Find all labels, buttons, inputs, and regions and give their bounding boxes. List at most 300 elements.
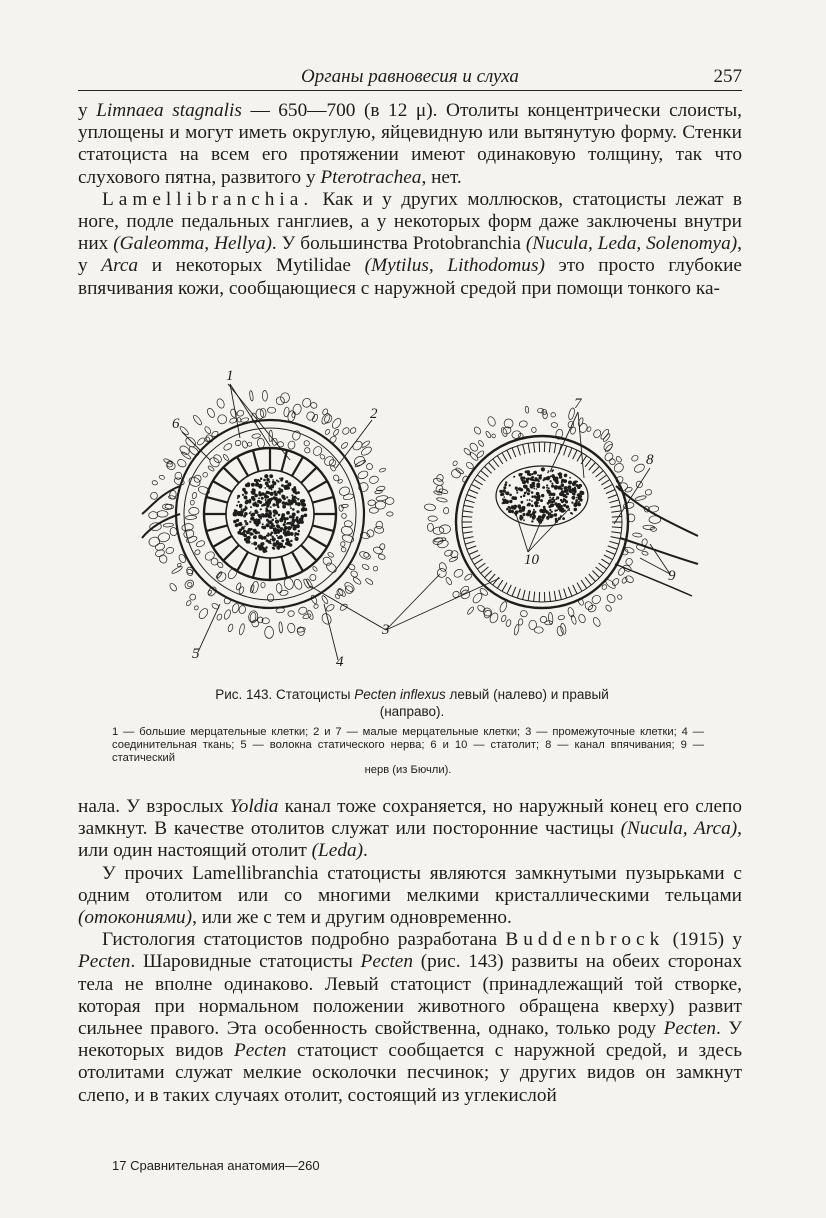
text-run: — 650—700 (в 12 μ). Отолиты концентрически слоисты, уплощены и могут иметь округлую, яйцевидную или вытянутую форму. Стенки статоциста на всем его протяжении имеют одинаковую толщину, так что слухового пятна, развитого у bbox=[78, 100, 742, 188]
ciliated-cell bbox=[325, 561, 338, 574]
statolith-grain bbox=[576, 497, 578, 499]
label-leader-line bbox=[324, 604, 338, 660]
statolith-grain bbox=[537, 474, 539, 476]
connective-tissue-cell bbox=[645, 489, 653, 496]
ciliated-cell bbox=[222, 454, 229, 462]
connective-tissue-cell bbox=[155, 542, 166, 551]
statolith-grain bbox=[280, 527, 283, 530]
ciliated-cell bbox=[234, 439, 241, 446]
statolith-grain bbox=[254, 494, 258, 498]
statolith-grain bbox=[290, 526, 292, 528]
statolith-grain bbox=[245, 506, 247, 508]
small-cilia bbox=[465, 541, 475, 544]
ciliated-cell bbox=[202, 471, 208, 477]
statolith-grain bbox=[253, 535, 257, 539]
large-cilia-cell bbox=[301, 545, 317, 561]
small-cilia bbox=[469, 490, 478, 494]
ciliated-cell bbox=[207, 465, 215, 472]
statolith-grain bbox=[573, 503, 576, 506]
statolith-grain bbox=[246, 536, 248, 538]
figure-legend bbox=[112, 726, 704, 777]
statolith-grain bbox=[533, 509, 535, 511]
statolith-grain bbox=[253, 542, 257, 546]
large-cilia-cell bbox=[292, 552, 303, 571]
statolith-grain bbox=[273, 514, 276, 517]
statolith-grain bbox=[289, 502, 292, 505]
connective-tissue-cell bbox=[513, 624, 519, 635]
statolith-grain bbox=[552, 471, 554, 473]
statolith-grain bbox=[277, 491, 280, 494]
ciliated-cell bbox=[319, 454, 325, 460]
small-cilia bbox=[611, 511, 621, 512]
signature-line: 17 Сравнительная анатомия—260 bbox=[112, 1158, 320, 1173]
paragraph-yoldia bbox=[78, 796, 742, 863]
small-cilia bbox=[465, 500, 475, 503]
statolith-grain bbox=[543, 487, 545, 489]
connective-tissue-cell bbox=[641, 551, 648, 556]
connective-tissue-cell bbox=[432, 477, 444, 487]
figure-label: 1 bbox=[226, 368, 234, 384]
statolith-grain bbox=[252, 533, 254, 535]
small-cilia bbox=[554, 443, 556, 453]
ciliated-cell bbox=[208, 456, 221, 469]
statolith-grain bbox=[285, 480, 288, 483]
statolith-grain bbox=[267, 499, 270, 502]
text-run: (1915) у bbox=[664, 929, 743, 951]
small-cilia bbox=[534, 442, 535, 452]
statolith-grain bbox=[298, 530, 300, 532]
connective-tissue-cell bbox=[311, 414, 318, 423]
text-run: Гистология статоцистов подробно разработана bbox=[102, 929, 506, 951]
small-cilia bbox=[573, 450, 577, 459]
statolith-grain bbox=[540, 499, 543, 502]
connective-tissue-cell bbox=[369, 507, 378, 513]
legend-text: 1 — большие мерцательные клетки; 2 и 7 — малые мерцательные клетки; 3 — промежуточные клетки; 4 — соединительная ткань; 5 — волокна статического нерва; 6 и 10 — статолит; 8 — канал впячивания; 9 — статический bbox=[112, 726, 704, 764]
small-cilia bbox=[481, 567, 489, 573]
connective-tissue-cell bbox=[540, 616, 547, 623]
statolith-grain bbox=[572, 496, 576, 500]
statolith-grain bbox=[278, 514, 281, 517]
statolith-grain bbox=[259, 484, 263, 488]
statolith-grain bbox=[273, 525, 275, 527]
statolith-grain bbox=[536, 492, 540, 496]
statolith-grain bbox=[509, 484, 511, 486]
statolith-grain bbox=[233, 520, 237, 524]
statolith-grain bbox=[300, 517, 304, 521]
small-cilia bbox=[601, 480, 609, 485]
statolith-grain bbox=[554, 513, 558, 517]
text-run: , или один настоящий отолит bbox=[78, 818, 742, 862]
statolith-grain bbox=[273, 497, 275, 499]
statolith-grain bbox=[524, 492, 527, 495]
connective-tissue-cell bbox=[556, 626, 563, 636]
statolith-grain bbox=[286, 485, 289, 488]
text-run: и некоторых Mytilidae bbox=[138, 255, 365, 277]
statolith-grain bbox=[560, 499, 562, 501]
connective-tissue-cell bbox=[204, 426, 212, 435]
statolith-grain bbox=[511, 510, 513, 512]
small-cilia bbox=[512, 448, 516, 457]
connective-tissue-cell bbox=[307, 610, 315, 621]
statolith-grain bbox=[532, 516, 536, 520]
large-cilia-cell bbox=[223, 545, 239, 561]
statolith-grain bbox=[247, 482, 250, 485]
connective-tissue-cell bbox=[188, 445, 201, 457]
connective-tissue-cell bbox=[358, 550, 371, 560]
statolith-grain bbox=[295, 537, 299, 541]
statolith-grain bbox=[265, 499, 267, 501]
statolith-grain bbox=[519, 516, 523, 520]
statolith-grain bbox=[274, 511, 278, 515]
ciliated-cell bbox=[192, 492, 198, 499]
statolith-grain bbox=[256, 483, 258, 485]
statolith-grain bbox=[548, 470, 550, 472]
statolith-grain bbox=[281, 495, 284, 498]
statolith-grain bbox=[564, 510, 566, 512]
connective-tissue-cell bbox=[357, 470, 369, 481]
statolith-grain bbox=[296, 516, 299, 519]
connective-tissue-cell bbox=[216, 413, 228, 425]
ciliated-cell bbox=[252, 433, 261, 439]
ciliated-cell bbox=[195, 540, 205, 548]
statolith-grain bbox=[263, 479, 266, 482]
connective-tissue-cell bbox=[176, 458, 187, 468]
statolith-grain bbox=[556, 496, 559, 499]
genus-names: (Mytilus, Lithodomus) bbox=[364, 255, 545, 277]
genus-name: Yoldia bbox=[229, 796, 279, 817]
connective-tissue-cell bbox=[149, 512, 158, 519]
large-cilia-cell bbox=[313, 525, 334, 531]
statolith-grain bbox=[533, 488, 535, 490]
statolith-grain bbox=[296, 519, 299, 522]
statolith-grain bbox=[527, 492, 530, 495]
statolith-grain bbox=[277, 529, 280, 532]
small-cilia bbox=[601, 559, 609, 564]
connective-tissue-cell bbox=[473, 426, 482, 435]
small-cilia bbox=[589, 574, 596, 582]
connective-tissue-cell bbox=[374, 526, 384, 534]
small-cilia bbox=[559, 590, 562, 600]
statolith-grain bbox=[279, 535, 283, 539]
statolith-grain bbox=[251, 543, 253, 545]
statolith-grain bbox=[261, 492, 264, 495]
ciliated-cell bbox=[247, 442, 252, 447]
statolith-grain bbox=[548, 499, 552, 503]
text-run: (рис. 143) развиты на обеих сторонах тела не вполне одинаково. Левый статоцист (принадлежащий той створке, которая при нормальном положении животного обращена кверху) развит сильнее правого. Эта особенность свойственна, однако, только роду bbox=[78, 951, 742, 1040]
small-cilia bbox=[609, 500, 619, 503]
figure-caption bbox=[112, 686, 712, 720]
connective-tissue-cell bbox=[567, 607, 575, 618]
statolith-grain bbox=[503, 486, 506, 489]
connective-tissue-cell bbox=[428, 516, 438, 522]
small-cilia bbox=[469, 551, 478, 555]
statolith-grain bbox=[551, 485, 554, 488]
statolith-grain bbox=[278, 548, 280, 550]
statolith-grain bbox=[532, 512, 535, 515]
ciliated-cell bbox=[212, 453, 223, 464]
statolith-grain bbox=[536, 488, 538, 490]
statolith-grain bbox=[549, 480, 551, 482]
genus-names: (Galeomma, Hellya) bbox=[113, 233, 272, 255]
statolith-grain bbox=[245, 539, 249, 543]
connective-tissue-cell bbox=[227, 624, 234, 633]
connective-tissue-cell bbox=[332, 428, 339, 436]
connective-tissue-cell bbox=[231, 603, 240, 614]
statolith-grain bbox=[253, 529, 257, 533]
text-run: . У некоторых видов bbox=[78, 1018, 742, 1062]
statolith-grain bbox=[267, 533, 269, 535]
statolith-grain bbox=[569, 477, 571, 479]
statolith-grain bbox=[283, 497, 286, 500]
connective-tissue-cell bbox=[305, 411, 315, 422]
connective-tissue-cell bbox=[376, 521, 383, 529]
small-cilia bbox=[609, 541, 619, 544]
genus-name: Pecten bbox=[233, 1040, 287, 1062]
statolith-grain bbox=[257, 519, 261, 523]
small-cilia bbox=[528, 591, 530, 601]
small-cilia bbox=[577, 453, 582, 462]
ciliated-cell bbox=[235, 582, 241, 590]
connective-tissue-cell bbox=[379, 543, 385, 550]
statolith-grain bbox=[548, 477, 551, 480]
statolith-grain bbox=[250, 528, 252, 530]
statolith-grain bbox=[257, 524, 259, 526]
statolith-grain bbox=[255, 547, 257, 549]
page-number: 257 bbox=[713, 66, 742, 87]
statolith-grain bbox=[245, 522, 248, 525]
statolith-grain bbox=[268, 510, 270, 512]
statolith-grain bbox=[270, 485, 273, 488]
statolith-grain bbox=[527, 499, 529, 501]
statolith-grain bbox=[531, 504, 534, 507]
species-name: Pterotrachea bbox=[320, 166, 422, 188]
statolith-grain bbox=[251, 491, 255, 495]
small-cilia bbox=[474, 559, 482, 564]
large-cilia-cell bbox=[206, 497, 227, 503]
ciliated-cell bbox=[185, 515, 196, 520]
ciliated-cell bbox=[303, 578, 311, 589]
small-cilia bbox=[604, 484, 613, 489]
statolith-grain bbox=[284, 521, 286, 523]
large-cilia-cell bbox=[308, 536, 327, 547]
bottom-text bbox=[78, 796, 742, 1107]
ciliated-cell bbox=[340, 541, 346, 547]
statolith-grain bbox=[541, 494, 544, 497]
statolith-grain bbox=[287, 522, 290, 525]
statolith-grain bbox=[264, 474, 268, 478]
small-cilia bbox=[554, 591, 556, 601]
small-cilia bbox=[462, 527, 472, 528]
connective-tissue-cell bbox=[502, 426, 512, 435]
connective-tissue-cell bbox=[336, 588, 344, 597]
ciliated-cell bbox=[194, 549, 201, 556]
statolith-grain bbox=[530, 484, 532, 486]
small-cilia bbox=[612, 527, 622, 528]
statolith-grain bbox=[277, 506, 279, 508]
text-run: . У большинства Protobranchia bbox=[271, 233, 526, 255]
statolith-grain bbox=[239, 529, 242, 532]
statolith-grain bbox=[556, 481, 559, 484]
connective-tissue-cell bbox=[223, 609, 232, 620]
connective-tissue-cell bbox=[444, 549, 453, 557]
statolith-grain bbox=[249, 512, 251, 514]
large-cilia-cell bbox=[213, 481, 232, 492]
label-leader-line bbox=[640, 558, 670, 574]
statolith-grain bbox=[548, 494, 550, 496]
genus-names: (Nucula, Leda, Solenomya) bbox=[525, 233, 738, 255]
small-cilia bbox=[549, 592, 550, 602]
connective-tissue-cell bbox=[378, 553, 386, 560]
statolith-grain bbox=[271, 523, 274, 526]
text-run: нала. У взрослых bbox=[78, 796, 230, 817]
statolith-grain bbox=[291, 523, 295, 527]
text-run: канал тоже сохраняется, но наружный конец его слепо замкнут. В качестве отолитов служат или посторонние частицы bbox=[78, 796, 742, 840]
connective-tissue-cell bbox=[157, 532, 170, 543]
connective-tissue-cell bbox=[436, 474, 445, 483]
connective-tissue-cell bbox=[551, 422, 558, 428]
connective-tissue-cell bbox=[631, 454, 640, 462]
caption-text: левый (налево) и правый bbox=[445, 687, 609, 702]
ciliated-cell bbox=[287, 440, 296, 450]
connective-tissue-cell bbox=[372, 566, 378, 572]
small-cilia bbox=[485, 571, 492, 578]
statolith-grain bbox=[568, 481, 572, 485]
small-cilia bbox=[585, 459, 591, 467]
small-cilia bbox=[596, 567, 604, 573]
statolith-grain bbox=[258, 532, 260, 534]
connective-tissue-cell bbox=[486, 415, 496, 427]
statolith-grain bbox=[546, 487, 548, 489]
connective-tissue-cell bbox=[518, 618, 524, 625]
small-cilia bbox=[523, 590, 526, 600]
genus-name: Pecten bbox=[78, 951, 131, 973]
label-leader-line bbox=[650, 544, 670, 574]
statolith-grain bbox=[572, 482, 576, 486]
statolith-grain bbox=[304, 514, 308, 518]
large-cilia-cell bbox=[281, 557, 287, 578]
statolith-grain bbox=[257, 479, 259, 481]
statolith-grain bbox=[569, 488, 571, 490]
statolith-grain bbox=[532, 476, 535, 479]
connective-tissue-cell bbox=[621, 576, 628, 584]
statolith-grain bbox=[252, 498, 255, 501]
nerve-fiber bbox=[142, 486, 180, 514]
statolith-grain bbox=[292, 508, 295, 511]
ciliated-cell bbox=[342, 513, 347, 518]
ciliated-cell bbox=[303, 440, 310, 447]
label-leader-line bbox=[386, 578, 500, 630]
connective-tissue-cell bbox=[605, 604, 613, 612]
statolith-grain bbox=[295, 504, 297, 506]
statolith-grain bbox=[534, 501, 537, 504]
statolith-grain bbox=[286, 530, 290, 534]
statolith-grain bbox=[525, 471, 528, 474]
figure-label: 6 bbox=[172, 416, 180, 432]
statolith-grain bbox=[563, 504, 566, 507]
statolith-grain bbox=[533, 471, 537, 475]
small-cilia bbox=[474, 480, 482, 485]
connective-tissue-cell bbox=[157, 511, 168, 517]
statolith-grain bbox=[265, 510, 268, 513]
connective-tissue-cell bbox=[617, 594, 623, 600]
statolith-grain bbox=[250, 511, 252, 513]
connective-tissue-cell bbox=[334, 593, 340, 599]
small-cilia bbox=[464, 505, 474, 507]
statolith-grain bbox=[531, 473, 533, 475]
connective-tissue-cell bbox=[537, 408, 543, 413]
statolith-grain bbox=[556, 509, 558, 511]
large-cilia-cell bbox=[237, 457, 248, 476]
author-name: Buddenbrock bbox=[505, 929, 665, 951]
connective-tissue-cell bbox=[169, 582, 178, 592]
large-cilia-cell bbox=[301, 467, 317, 483]
small-cilia bbox=[568, 448, 572, 457]
statolith-grain bbox=[281, 484, 284, 487]
connective-tissue-cell bbox=[558, 615, 565, 620]
connective-tissue-cell bbox=[292, 403, 302, 415]
connective-tissue-cell bbox=[605, 593, 616, 604]
statolith-grain bbox=[518, 473, 522, 477]
connective-tissue-cell bbox=[485, 431, 492, 439]
statolith-grain bbox=[561, 479, 565, 483]
statolith-grain bbox=[519, 507, 522, 510]
small-cilia bbox=[463, 532, 473, 533]
statolith-grain bbox=[283, 529, 285, 531]
small-cilia bbox=[592, 571, 599, 578]
statolith-grain bbox=[271, 497, 274, 500]
statolith-grain bbox=[250, 506, 252, 508]
statolith-grain bbox=[235, 523, 239, 527]
connective-tissue-cell bbox=[353, 455, 367, 468]
connective-tissue-cell bbox=[436, 497, 447, 503]
large-cilia-cell bbox=[223, 467, 239, 483]
statolith-grain bbox=[262, 526, 266, 530]
statolith-grain bbox=[266, 492, 268, 494]
connective-tissue-cell bbox=[287, 610, 294, 617]
statolith-grain bbox=[249, 532, 251, 534]
statolith-grain bbox=[293, 527, 297, 531]
small-cilia bbox=[599, 475, 607, 481]
statolith-grain bbox=[520, 488, 523, 491]
connective-tissue-cell bbox=[350, 570, 359, 579]
legend-text: нерв (из Бючли). bbox=[364, 764, 452, 777]
connective-tissue-cell bbox=[238, 623, 245, 635]
figure-label: 10 bbox=[524, 552, 539, 568]
statolith-grain bbox=[249, 499, 252, 502]
connective-tissue-cell bbox=[452, 460, 458, 466]
connective-tissue-cell bbox=[325, 603, 335, 612]
statolith-grain bbox=[237, 512, 241, 516]
small-cilia bbox=[464, 537, 474, 539]
statolith-grain bbox=[571, 502, 573, 504]
statolith-grain bbox=[550, 475, 552, 477]
text-run: Как и у других моллюсков, статоцисты лежат в ноге, подле педальных ганглиев, а у некоторых форм даже заключены внутри них bbox=[78, 188, 742, 255]
statolith-grain bbox=[265, 507, 267, 509]
statolith-grain bbox=[250, 513, 253, 516]
statolith-grain bbox=[526, 512, 530, 516]
small-cilia bbox=[611, 505, 621, 507]
small-cilia bbox=[462, 516, 472, 517]
connective-tissue-cell bbox=[196, 437, 206, 447]
statolith-grain bbox=[290, 521, 292, 523]
small-cilia bbox=[608, 546, 617, 550]
statolith-grain bbox=[502, 489, 506, 493]
connective-tissue-cell bbox=[519, 420, 528, 428]
statolith-grain bbox=[268, 513, 271, 516]
statolith-grain bbox=[263, 548, 266, 551]
statolith-grain bbox=[260, 547, 263, 550]
small-cilia bbox=[463, 511, 473, 512]
